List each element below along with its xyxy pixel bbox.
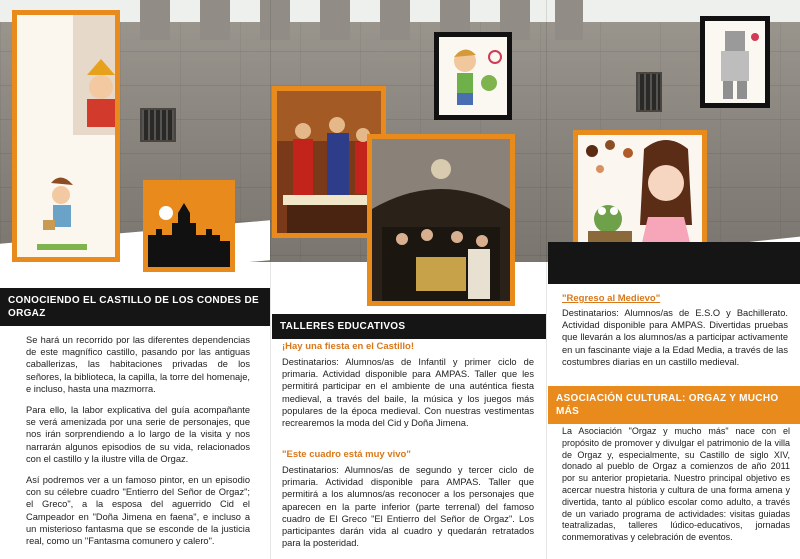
workshop-title-party: ¡Hay una fiesta en el Castillo!	[282, 341, 414, 352]
paragraph: Para ello, la labor explicativa del guía acompañante se verá amenizada por una serie de personajes, que nos irán sorprendiendo a lo largo de la visita y nos narrarán algunos episodios de su vida, relacionados con el castillo y la ilustre villa de Orgaz.	[26, 405, 250, 464]
battlement	[200, 0, 230, 40]
panel-fold	[270, 0, 271, 559]
el-greco-painting-frame	[367, 134, 515, 306]
battlement	[140, 0, 170, 40]
boy-illustration-frame	[434, 32, 512, 120]
battlement	[555, 0, 583, 40]
battlement	[380, 0, 410, 40]
section-heading-workshops: TALLERES EDUCATIVOS	[272, 314, 546, 339]
section-heading-association: ASOCIACIÓN CULTURAL: ORGAZ Y MUCHO MÁS	[548, 386, 800, 424]
workshop-medieval-description: Destinatarios: Alumnos/as de E.S.O y Bachillerato. Actividad disponible para AMPAS. Divertidas pruebas que llevarán a los alumnos/as a participar activamente en un fascinante viaje a la Edad Media, a través de las costumbres diarias en un castillo medieval.	[562, 308, 788, 367]
battlement	[320, 0, 350, 40]
castle-window	[636, 72, 662, 112]
decorative-dark-band	[548, 242, 800, 284]
panel-fold	[546, 0, 547, 559]
princess-and-frog-illustration	[578, 135, 702, 251]
workshop-title-medieval: "Regreso al Medievo"	[562, 293, 661, 304]
knight-armor-illustration	[705, 21, 765, 103]
princess-tower-illustration	[17, 15, 115, 257]
section-heading-castle-tour: CONOCIENDO EL CASTILLO DE LOS CONDES DE ORGAZ	[0, 288, 270, 326]
castle-silhouette-frame	[143, 180, 235, 272]
medieval-feast-painting	[277, 91, 381, 233]
workshop-party-description: Destinatarios: Alumnos/as de Infantil y primer ciclo de primaria. Actividad disponible para AMPAS. Taller que les permitirá participar en el ambiente de una auténtica fiesta medieval, a través del baile, la música y los juegos más populares de la época medieval. Con nuestras vestimentas recrearemos la moda del Cid y Doña Jimena.	[282, 357, 534, 429]
princess-illustration-frame	[573, 130, 707, 256]
knight-illustration-frame	[700, 16, 770, 108]
burial-of-count-orgaz-painting	[372, 139, 510, 301]
paragraph: Se hará un recorrido por las diferentes dependencias de este magnífico castillo, pasando por las antiguas caballerizas, las habitaciones privadas de los señores, la biblioteca, la capilla, la torre del homenaje, e incluso, hasta una mazmorra.	[26, 335, 250, 394]
boy-with-bag-illustration	[439, 37, 507, 115]
workshop-painting-description: Destinatarios: Alumnos/as de segundo y tercer ciclo de primaria. Actividad disponible para AMPAS. Taller que permitirá a los alumnos/as reconocer a los personajes que aparecen en la parte inferior (parte terrenal) del famoso cuadro de El Greco "El Entierro del Señor de Orgaz". Los participantes darán vida al cuadro y quedarán retratados para la posteridad.	[282, 465, 534, 549]
workshop-title-painting: "Este cuadro está muy vivo"	[282, 449, 411, 460]
battlement	[260, 0, 290, 40]
paragraph: Así podremos ver a un famoso pintor, en un episodio con su célebre cuadro "Entierro del Señor de Orgaz"; el Greco", a la esposa del aguerrido Cid el Campeador en "Doña Jimena en faena", e incluso a un misterioso fantasma que se esconde de la justicia real, como un "Fantasma comunero y calero".	[26, 475, 250, 547]
castle-window	[140, 108, 176, 142]
association-description: La Asociación "Orgaz y mucho más" nace con el propósito de promover y divulgar el patrimonio de la villa de Orgaz y, especialmente, su Castillo de siglo XIV, donado al pueblo de Orgaz a comienzos de año 2011 por su anterior propietaria. Nuestro principal objetivo es acercar nuestra historia y cultura de una forma amena y divertida, tanto al público escolar como adulto, a través de un variado programa de actividades: visitas guiadas teatralizadas, talleres lúdico-educativos, jornadas conmemorativas y celebración de eventos.	[562, 426, 790, 543]
castle-silhouette-illustration	[148, 185, 230, 267]
castle-tour-body	[26, 334, 250, 556]
character-illustration-frame	[12, 10, 120, 262]
